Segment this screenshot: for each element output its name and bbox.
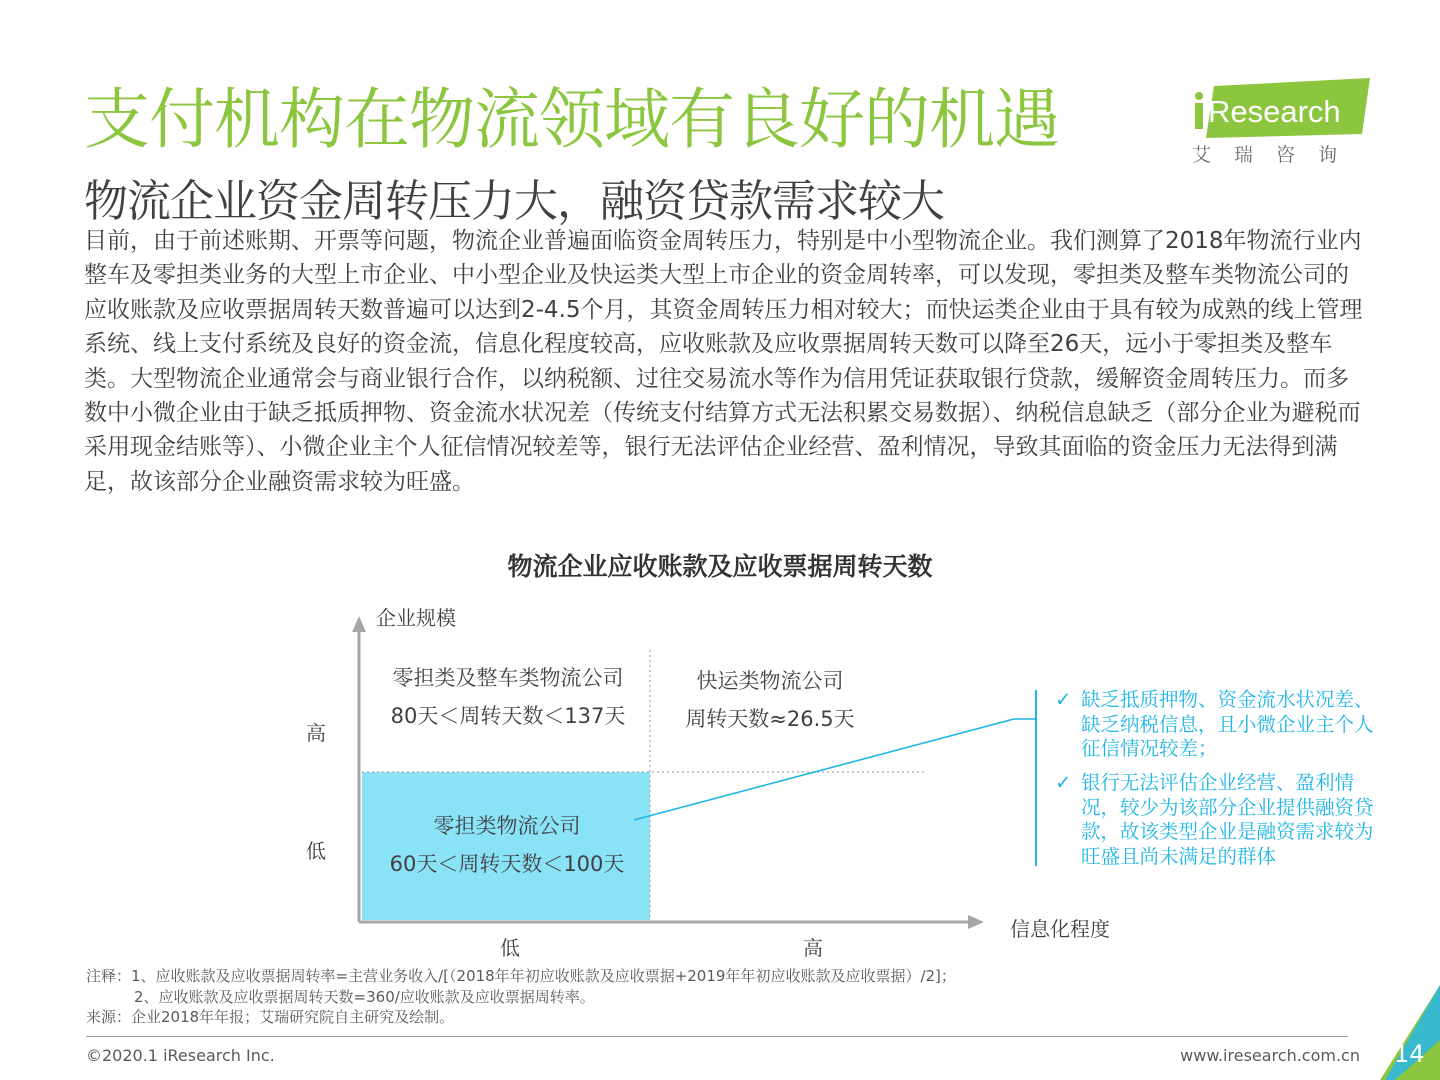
cell-top-right-name: 快运类物流公司 bbox=[696, 669, 844, 693]
cell-bottom-left-name: 零担类物流公司 bbox=[433, 814, 581, 838]
x-axis-label: 信息化程度 bbox=[1010, 917, 1110, 941]
cell-top-left-range: 80天＜周转天数＜137天 bbox=[390, 704, 626, 728]
footer-url: www.iresearch.com.cn bbox=[1180, 1046, 1360, 1065]
note-1: 注释：1、应收账款及应收票据周转率=主营业务收入/[（2018年年初应收账款及应收票据+2019年年初应收账款及应收票据）/2]； bbox=[86, 967, 956, 985]
cell-top-right bbox=[650, 662, 890, 738]
source-note: 来源：企业2018年年报；艾瑞研究院自主研究及绘制。 bbox=[86, 1008, 455, 1026]
page-title: 支付机构在物流领域有良好的机遇 bbox=[84, 81, 1059, 158]
callout-item bbox=[1055, 771, 1375, 869]
callout-text: 银行无法评估企业经营、盈利情况，较少为该部分企业提供融资贷款，故该类型企业是融资需求较为旺盛且尚未满足的群体 bbox=[1081, 771, 1374, 868]
x-tick-low: 低 bbox=[500, 936, 520, 960]
cell-bottom-left-range: 60天＜周转天数＜100天 bbox=[389, 852, 625, 876]
y-axis-label: 企业规模 bbox=[376, 606, 456, 630]
check-icon: ✓ bbox=[1055, 771, 1072, 794]
logo-wordmark: Research bbox=[1208, 94, 1341, 129]
y-tick-high: 高 bbox=[306, 721, 326, 745]
check-icon: ✓ bbox=[1055, 688, 1072, 711]
cell-bottom-left bbox=[362, 807, 652, 883]
cell-top-left bbox=[362, 659, 654, 735]
chart-title: 物流企业应收账款及应收票据周转天数 bbox=[507, 552, 933, 581]
y-axis-arrow-icon bbox=[352, 616, 366, 632]
note-2: 2、应收账款及应收票据周转天数=360/应收账款及应收票据周转率。 bbox=[134, 988, 595, 1006]
logo-subtitle: 艾瑞咨询 bbox=[1192, 144, 1361, 166]
body-paragraph: 目前，由于前述账期、开票等问题，物流企业普遍面临资金周转压力，特别是中小型物流企业。我们测算了2018年物流行业内整车及零担类业务的大型上市企业、中小型企业及快运类大型上市企业的资金周转率，可以发现，零担类及整车类物流公司的应收账款及应收票据周转天数普遍可以达到2-4.5个月，其资金周转压力相对较大；而快运类企业由于具有较为成熟的线上管理系统、线上支付系统及良好的资金流，信息化程度较高，应收账款及应收票据周转天数可以降至26天，远小于零担类及整车类。大型物流企业通常会与商业银行合作，以纳税额、过往交易流水等作为信用凭证获取银行贷款，缓解资金周转压力。而多数中小微企业由于缺乏抵质押物、资金流水状况差（传统支付结算方式无法积累交易数据）、纳税信息缺乏（部分企业为避税而采用现金结账等）、小微企业主个人征信情况较差等，银行无法评估企业经营、盈利情况，导致其面临的资金压力无法得到满足，故该部分企业融资需求较为旺盛。 bbox=[84, 228, 1363, 495]
footer-divider bbox=[86, 1036, 1348, 1037]
callout-item bbox=[1055, 688, 1375, 762]
cell-top-right-range: 周转天数≈26.5天 bbox=[685, 707, 855, 731]
footer-copyright: ©2020.1 iResearch Inc. bbox=[86, 1046, 275, 1065]
x-tick-high: 高 bbox=[803, 936, 823, 960]
y-tick-low: 低 bbox=[306, 839, 326, 863]
cell-top-left-name: 零担类及整车类物流公司 bbox=[392, 666, 624, 690]
page-number: 14 bbox=[1394, 1040, 1425, 1068]
page-subtitle: 物流企业资金周转压力大，融资贷款需求较大 bbox=[84, 176, 944, 227]
callout-text: 缺乏抵质押物、资金流水状况差、缺乏纳税信息，且小微企业主个人征信情况较差； bbox=[1081, 688, 1374, 760]
x-axis-arrow-icon bbox=[968, 915, 984, 929]
